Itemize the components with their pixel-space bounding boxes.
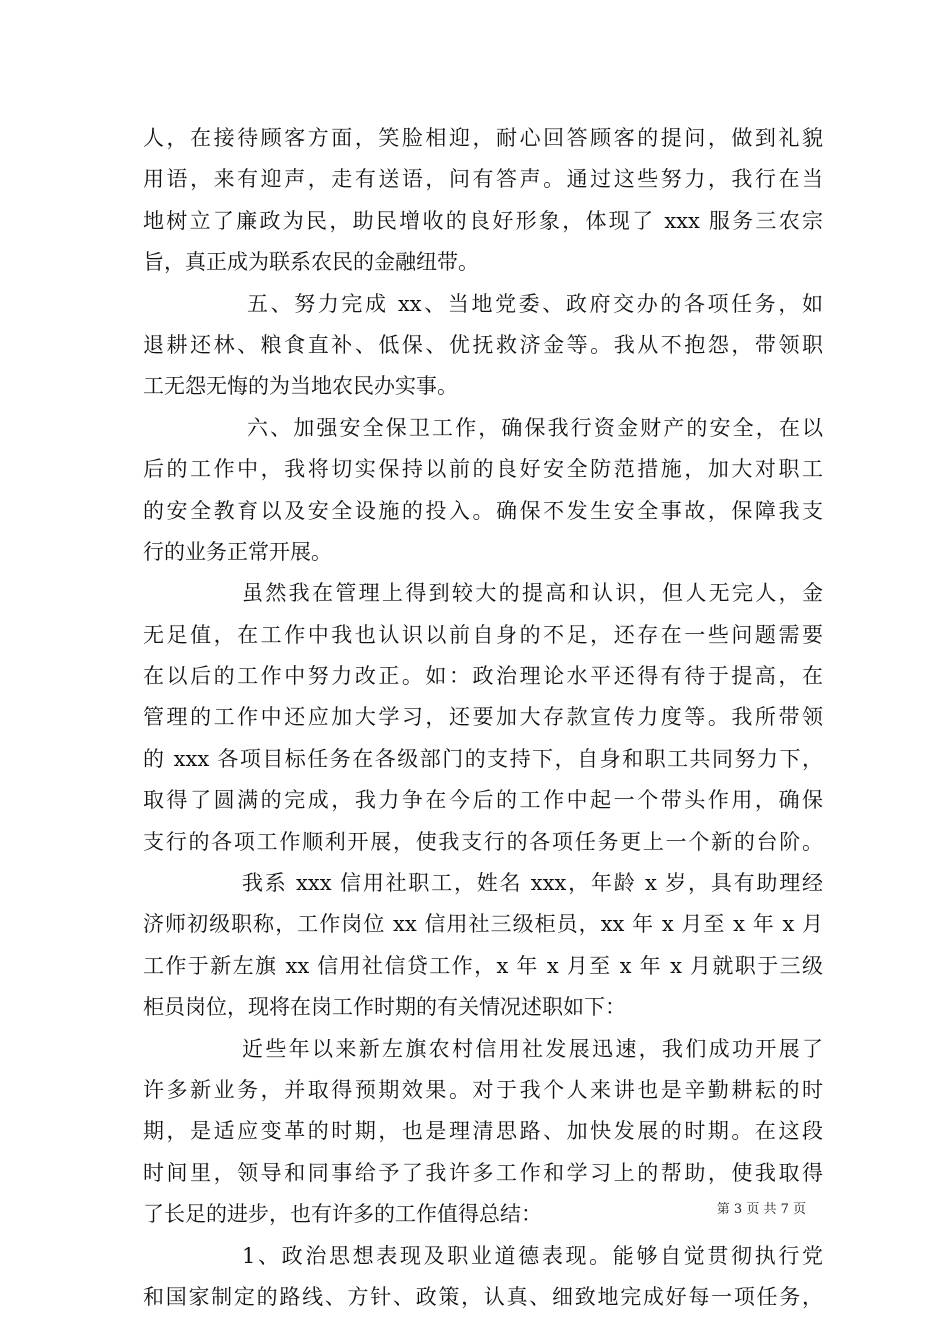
text-line: 旨，真正成为联系农民的金融纽带。: [143, 250, 479, 275]
text-line: 后的工作中，我将切实保持以前的良好安全防范措施，加大对职工: [143, 457, 823, 482]
text-line: 无足值，在工作中我也认识以前自身的不足，还存在一些问题需要: [143, 622, 823, 647]
paragraph-start-line: 六、加强安全保卫工作，确保我行资金财产的安全，在以: [247, 415, 823, 440]
paragraph-start-line: 虽然我在管理上得到较大的提高和认识，但人无完人，金: [242, 581, 823, 606]
text-line: 支行的各项工作顺利开展，使我支行的各项任务更上一个新的台阶。: [143, 829, 823, 854]
paragraph-start-line: 五、努力完成 xx、当地党委、政府交办的各项任务，如: [247, 291, 823, 316]
text-line: 工作于新左旗 xx 信用社信贷工作，x 年 x 月至 x 年 x 月就职于三级: [143, 953, 823, 978]
text-line: 的 xxx 各项目标任务在各级部门的支持下，自身和职工共同努力下，: [143, 746, 823, 771]
text-line: 用语，来有迎声，走有送语，问有答声。通过这些努力，我行在当: [143, 167, 823, 192]
text-line: 柜员岗位，现将在岗工作时期的有关情况述职如下：: [143, 995, 626, 1020]
text-line: 取得了圆满的完成，我力争在今后的工作中起一个带头作用，确保: [143, 788, 823, 813]
paragraph-start-line: 1、政治思想表现及职业道德表现。能够自觉贯彻执行党: [242, 1243, 823, 1268]
text-line: 地树立了廉政为民，助民增收的良好形象，体现了 xxx 服务三农宗: [143, 208, 823, 233]
text-line: 时间里，领导和同事给予了我许多工作和学习上的帮助，使我取得: [143, 1160, 823, 1185]
text-line: 和国家制定的路线、方针、政策，认真、细致地完成好每一项任务，: [143, 1284, 823, 1309]
text-line: 许多新业务，并取得预期效果。对于我个人来讲也是辛勤耕耘的时: [143, 1077, 823, 1102]
text-line: 行的业务正常开展。: [143, 539, 332, 564]
page-number-footer: 第 3 页 共 7 页: [716, 1202, 806, 1217]
text-line: 期，是适应变革的时期，也是理清思路、加快发展的时期。在这段: [143, 1119, 823, 1144]
text-line: 在以后的工作中努力改正。如：政治理论水平还得有待于提高，在: [143, 664, 823, 689]
text-line: 退耕还林、粮食直补、低保、优抚救济金等。我从不抱怨，带领职: [143, 332, 823, 357]
paragraph-start-line: 近些年以来新左旗农村信用社发展迅速，我们成功开展了: [242, 1036, 823, 1061]
text-line: 管理的工作中还应加大学习，还要加大存款宣传力度等。我所带领: [143, 705, 823, 730]
text-line: 济师初级职称，工作岗位 xx 信用社三级柜员，xx 年 x 月至 x 年 x 月: [143, 912, 823, 937]
text-line: 工无怨无悔的为当地农民办实事。: [143, 374, 458, 399]
text-line: 了长足的进步，也有许多的工作值得总结：: [143, 1202, 542, 1227]
text-line: 人，在接待顾客方面，笑脸相迎，耐心回答顾客的提问，做到礼貌: [143, 126, 823, 150]
text-line: 的安全教育以及安全设施的投入。确保不发生安全事故，保障我支: [143, 498, 823, 523]
paragraph-start-line: 我系 xxx 信用社职工，姓名 xxx，年龄 x 岁，具有助理经: [242, 871, 823, 896]
document-body: [143, 118, 823, 1318]
